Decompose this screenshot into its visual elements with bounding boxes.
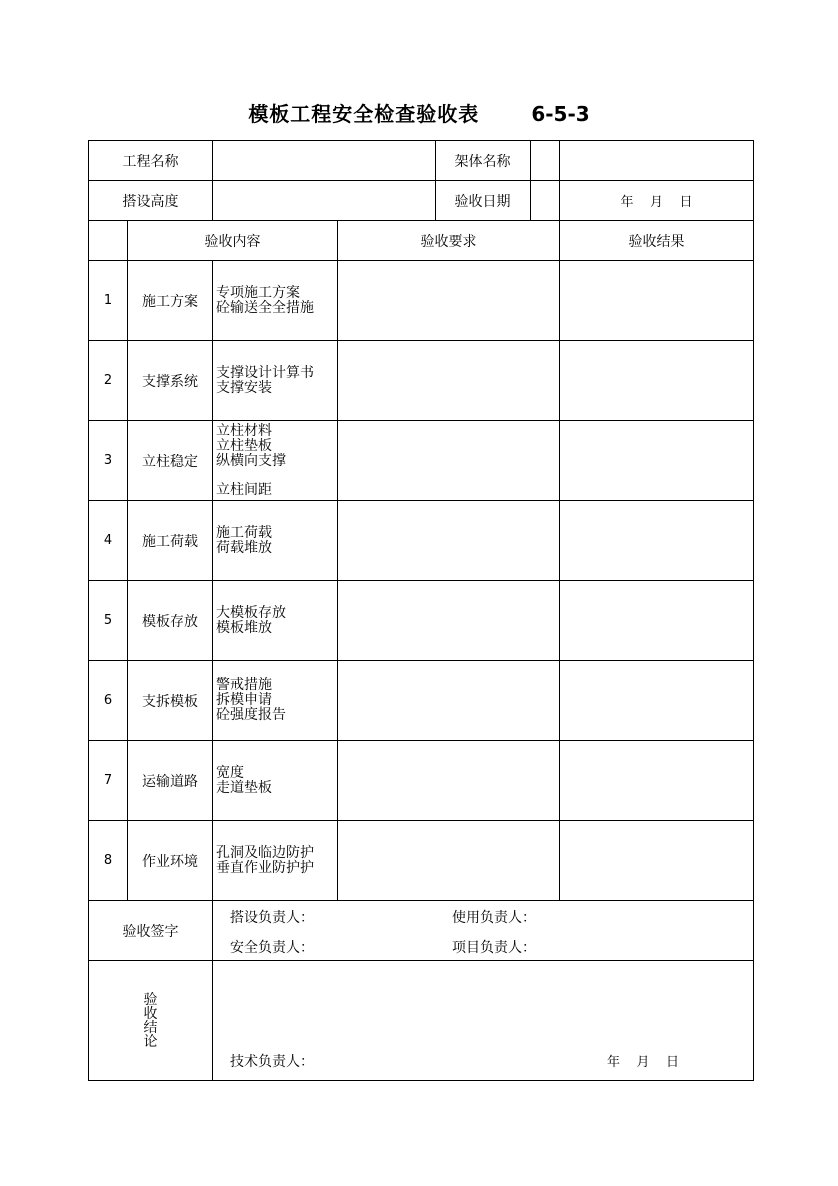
row-category: 模板存放 <box>128 581 213 661</box>
row-category: 施工方案 <box>128 261 213 341</box>
conclusion-char: 验 <box>143 991 158 1008</box>
row-item-spacer <box>216 469 337 483</box>
row-items <box>213 421 338 501</box>
signature-label: 验收签字 <box>89 901 213 961</box>
conclusion-row <box>89 961 754 1081</box>
conclusion-date: 年 月 日 <box>607 1055 680 1070</box>
row-items <box>213 501 338 581</box>
result-cell[interactable] <box>560 581 754 661</box>
requirement-cell[interactable] <box>338 741 560 821</box>
row-item: 垂直作业防护护 <box>216 859 314 876</box>
row-category: 立柱稳定 <box>128 421 213 501</box>
conclusion-char: 论 <box>143 1033 158 1050</box>
row-number: 4 <box>89 501 128 581</box>
tech-signature: 技术负责人： <box>230 1054 314 1070</box>
table-row <box>89 341 754 421</box>
requirement-cell[interactable] <box>338 581 560 661</box>
row-items <box>213 341 338 421</box>
row-item: 警戒措施 <box>216 677 272 693</box>
num-header <box>89 221 128 261</box>
signature-area[interactable] <box>213 901 754 961</box>
row-items <box>213 661 338 741</box>
table-row <box>89 261 754 341</box>
row-items <box>213 821 338 901</box>
requirement-header: 验收要求 <box>338 221 560 261</box>
project-name-label: 工程名称 <box>89 141 213 181</box>
table-row <box>89 501 754 581</box>
result-cell[interactable] <box>560 261 754 341</box>
column-header-row <box>89 221 754 261</box>
row-number: 3 <box>89 421 128 501</box>
table-row <box>89 661 754 741</box>
date-field[interactable]: 年 月 日 <box>560 181 754 221</box>
row-item: 施工荷载 <box>216 524 272 541</box>
form-title-text: 模板工程安全检查验收表 <box>248 102 480 126</box>
row-number: 6 <box>89 661 128 741</box>
row-item: 走道垫板 <box>216 779 272 796</box>
result-cell[interactable] <box>560 501 754 581</box>
row-category: 运输道路 <box>128 741 213 821</box>
row-category: 支撑系统 <box>128 341 213 421</box>
user-signature: 使用负责人： <box>452 910 536 926</box>
row-items <box>213 741 338 821</box>
project-signature: 项目负责人： <box>452 940 536 956</box>
row-item: 荷载堆放 <box>216 539 272 556</box>
conclusion-char: 结 <box>143 1019 158 1036</box>
conclusion-char: 收 <box>143 1005 158 1022</box>
row-category: 施工荷载 <box>128 501 213 581</box>
row-item: 砼输送全全措施 <box>216 299 314 316</box>
frame-name-label: 架体名称 <box>454 153 511 170</box>
form-title <box>0 98 838 127</box>
row-item: 支撑安装 <box>216 379 272 396</box>
erector-signature: 搭设负责人： <box>230 910 314 926</box>
project-name-field[interactable] <box>213 141 560 181</box>
content-header: 验收内容 <box>128 221 338 261</box>
table-row <box>89 421 754 501</box>
row-number: 7 <box>89 741 128 821</box>
conclusion-area[interactable] <box>213 961 754 1081</box>
result-cell[interactable] <box>560 421 754 501</box>
row-item: 模板堆放 <box>216 619 272 636</box>
row-item: 拆模申请 <box>216 692 272 708</box>
table-row <box>89 581 754 661</box>
row-item: 立柱垫板 <box>216 437 272 454</box>
row-item: 砼强度报告 <box>216 707 286 723</box>
requirement-cell[interactable] <box>338 341 560 421</box>
header-row-2 <box>89 181 754 221</box>
height-field[interactable] <box>213 181 560 221</box>
result-header: 验收结果 <box>560 221 754 261</box>
conclusion-label <box>89 961 213 1081</box>
table-row <box>89 821 754 901</box>
form-code: 6-5-3 <box>531 102 590 126</box>
requirement-cell[interactable] <box>338 661 560 741</box>
row-item: 宽度 <box>216 764 244 781</box>
height-label: 搭设高度 <box>89 181 213 221</box>
row-category: 作业环境 <box>128 821 213 901</box>
result-cell[interactable] <box>560 741 754 821</box>
signature-row <box>89 901 754 961</box>
row-item: 支撑设计计算书 <box>216 364 314 381</box>
result-cell[interactable] <box>560 821 754 901</box>
result-cell[interactable] <box>560 661 754 741</box>
date-label: 验收日期 <box>454 193 511 210</box>
row-items <box>213 261 338 341</box>
row-items <box>213 581 338 661</box>
requirement-cell[interactable] <box>338 821 560 901</box>
requirement-cell[interactable] <box>338 261 560 341</box>
safety-signature: 安全负责人： <box>230 940 314 956</box>
row-item: 大模板存放 <box>216 604 286 621</box>
inspection-table <box>88 140 754 1081</box>
header-row-1 <box>89 141 754 181</box>
row-item: 立柱间距 <box>216 481 272 498</box>
row-number: 5 <box>89 581 128 661</box>
row-number: 8 <box>89 821 128 901</box>
requirement-cell[interactable] <box>338 421 560 501</box>
frame-name-field[interactable] <box>560 141 754 181</box>
row-category: 支拆模板 <box>128 661 213 741</box>
row-number: 1 <box>89 261 128 341</box>
requirement-cell[interactable] <box>338 501 560 581</box>
row-item: 孔洞及临边防护 <box>216 844 314 861</box>
row-item: 纵横向支撑 <box>216 452 286 469</box>
result-cell[interactable] <box>560 341 754 421</box>
row-number: 2 <box>89 341 128 421</box>
row-item: 专项施工方案 <box>216 284 300 301</box>
row-item: 立柱材料 <box>216 422 272 439</box>
table-row <box>89 741 754 821</box>
